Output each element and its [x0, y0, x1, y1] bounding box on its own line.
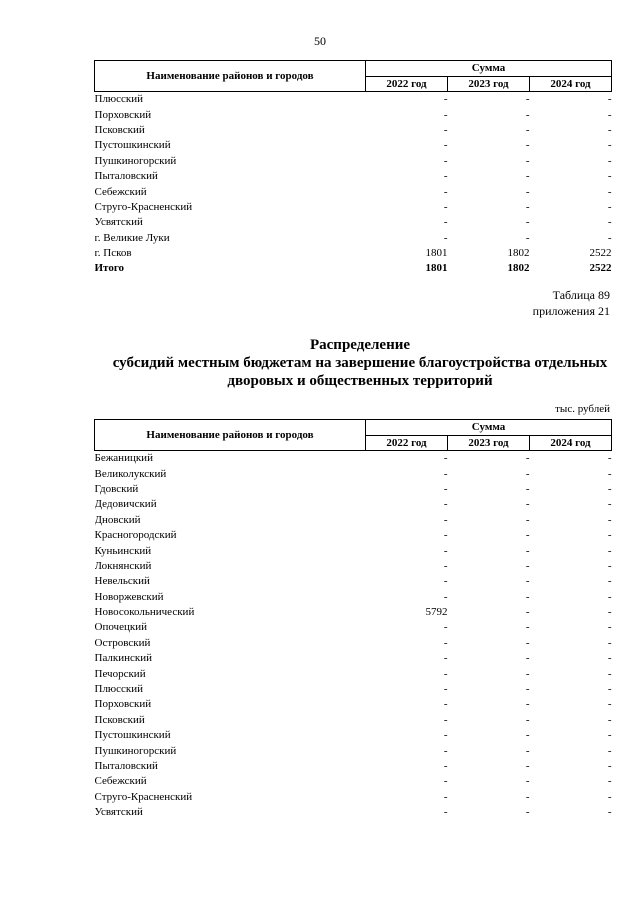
- table-lower: [94, 419, 612, 820]
- value-2024: -: [607, 185, 612, 198]
- column-header-name: Наименование районов и городов: [95, 420, 366, 451]
- row-name: Плюсский: [94, 93, 144, 106]
- row-name: Локнянский: [94, 559, 152, 572]
- total-value-2024: 2522: [589, 262, 612, 275]
- total-row: [95, 261, 612, 276]
- value-2023: -: [525, 482, 530, 495]
- value-2022: -: [443, 467, 448, 480]
- column-header-2023: 2023 год: [448, 76, 530, 92]
- row-name: Себежский: [94, 775, 147, 788]
- value-2023: -: [525, 170, 530, 183]
- page-number: 50: [314, 34, 326, 48]
- value-2022: -: [443, 529, 448, 542]
- row-name: Усвятский: [94, 216, 143, 229]
- value-2024: -: [607, 729, 612, 742]
- table-row: [95, 666, 612, 681]
- row-name: г. Псков: [94, 247, 132, 260]
- value-2024: -: [607, 216, 612, 229]
- table-row: [95, 482, 612, 497]
- value-2023: -: [525, 729, 530, 742]
- row-name: Порховский: [94, 108, 152, 121]
- table-row: [95, 200, 612, 215]
- value-2022: -: [443, 713, 448, 726]
- row-name: Невельский: [94, 575, 150, 588]
- value-2022: -: [443, 806, 448, 819]
- value-2024: -: [607, 544, 612, 557]
- value-2022: -: [443, 652, 448, 665]
- value-2024: -: [607, 498, 612, 511]
- row-name: Бежаницкий: [94, 452, 153, 465]
- value-2024: -: [607, 93, 612, 106]
- value-2022: -: [443, 683, 448, 696]
- row-name: Пустошкинский: [94, 139, 171, 152]
- appendix-label: приложения 21: [532, 304, 610, 318]
- table-row: [95, 774, 612, 789]
- table-row: [95, 790, 612, 805]
- value-2022: -: [443, 231, 448, 244]
- value-2022: -: [443, 559, 448, 572]
- value-2022: -: [443, 452, 448, 465]
- table-row: [95, 620, 612, 635]
- value-2022: -: [443, 790, 448, 803]
- row-name: Струго-Красненский: [94, 200, 193, 213]
- row-name: Плюсский: [94, 683, 144, 696]
- row-name: Псковский: [94, 123, 145, 136]
- value-2023: -: [525, 139, 530, 152]
- table-row: [95, 759, 612, 774]
- value-2022: -: [443, 590, 448, 603]
- value-2024: -: [607, 806, 612, 819]
- value-2022: -: [443, 482, 448, 495]
- value-2023: -: [525, 154, 530, 167]
- value-2024: -: [607, 621, 612, 634]
- column-header-2022: 2022 год: [366, 435, 448, 451]
- value-2024: -: [607, 698, 612, 711]
- column-header-2024: 2024 год: [530, 435, 612, 451]
- value-2022: -: [443, 513, 448, 526]
- value-2022: -: [443, 200, 448, 213]
- value-2023: -: [525, 185, 530, 198]
- value-2024: 2522: [589, 247, 612, 260]
- column-header-2022: 2022 год: [366, 76, 448, 92]
- value-2023: -: [525, 713, 530, 726]
- value-2022: 5792: [425, 606, 448, 619]
- table-row: [95, 231, 612, 246]
- value-2023: -: [525, 590, 530, 603]
- table-row: [95, 246, 612, 261]
- table-row: [95, 92, 612, 108]
- value-2023: -: [525, 200, 530, 213]
- value-2023: -: [525, 123, 530, 136]
- row-name: г. Великие Луки: [94, 231, 170, 244]
- table-row: [95, 138, 612, 153]
- table-row: [95, 574, 612, 589]
- value-2024: -: [607, 452, 612, 465]
- value-2022: -: [443, 575, 448, 588]
- value-2022: -: [443, 698, 448, 711]
- value-2024: -: [607, 200, 612, 213]
- value-2023: -: [525, 775, 530, 788]
- table-row: [95, 651, 612, 666]
- value-2024: -: [607, 713, 612, 726]
- row-name: Красногородский: [94, 529, 177, 542]
- row-name: Струго-Красненский: [94, 790, 193, 803]
- row-name: Пыталовский: [94, 170, 158, 183]
- value-2024: -: [607, 482, 612, 495]
- value-2023: -: [525, 636, 530, 649]
- value-2024: -: [607, 667, 612, 680]
- table-row: [95, 697, 612, 712]
- value-2023: -: [525, 667, 530, 680]
- row-name: Островский: [94, 636, 151, 649]
- value-2022: -: [443, 544, 448, 557]
- value-2023: -: [525, 744, 530, 757]
- table-row: [95, 497, 612, 512]
- table-row: [95, 605, 612, 620]
- value-2022: -: [443, 498, 448, 511]
- value-2024: -: [607, 606, 612, 619]
- table-row: [95, 154, 612, 169]
- value-2023: -: [525, 652, 530, 665]
- total-value-2023: 1802: [507, 262, 530, 275]
- value-2024: -: [607, 775, 612, 788]
- table-row: [95, 728, 612, 743]
- row-name: Псковский: [94, 713, 145, 726]
- value-2022: -: [443, 621, 448, 634]
- value-2024: -: [607, 123, 612, 136]
- table-lower-body: [95, 451, 612, 821]
- column-header-2024: 2024 год: [530, 76, 612, 92]
- table-row: [95, 590, 612, 605]
- value-2023: -: [525, 498, 530, 511]
- total-value-2022: 1801: [425, 262, 448, 275]
- value-2023: -: [525, 452, 530, 465]
- table-row: [95, 513, 612, 528]
- value-2023: -: [525, 683, 530, 696]
- column-header-sum: Сумма: [366, 420, 612, 436]
- value-2024: -: [607, 467, 612, 480]
- value-2022: -: [443, 170, 448, 183]
- row-name: Новосокольнический: [94, 606, 195, 619]
- table-row: [95, 107, 612, 122]
- value-2023: -: [525, 108, 530, 121]
- value-2023: -: [525, 575, 530, 588]
- value-2023: -: [525, 698, 530, 711]
- row-name: Гдовский: [94, 482, 139, 495]
- row-name: Дновский: [94, 513, 141, 526]
- value-2022: -: [443, 108, 448, 121]
- table-row: [95, 466, 612, 481]
- value-2024: -: [607, 760, 612, 772]
- table-row: [95, 169, 612, 184]
- row-name: Пушкиногорский: [94, 744, 177, 757]
- row-name: Пыталовский: [94, 760, 158, 772]
- value-2022: -: [443, 760, 448, 772]
- value-2024: -: [607, 790, 612, 803]
- value-2024: -: [607, 231, 612, 244]
- value-2022: -: [443, 636, 448, 649]
- table-row: [95, 123, 612, 138]
- table-row: [95, 636, 612, 651]
- value-2024: -: [607, 513, 612, 526]
- value-2024: -: [607, 636, 612, 649]
- value-2022: -: [443, 216, 448, 229]
- value-2024: -: [607, 652, 612, 665]
- units-label: тыс. рублей: [555, 403, 610, 415]
- table-row: [95, 528, 612, 543]
- value-2023: -: [525, 606, 530, 619]
- value-2022: -: [443, 185, 448, 198]
- title-line-2: субсидий местным бюджетам на завершение благоустройства отдельных: [112, 355, 608, 371]
- value-2023: -: [525, 790, 530, 803]
- table-row: [95, 713, 612, 728]
- row-name: Опочецкий: [94, 621, 147, 634]
- value-2022: -: [443, 744, 448, 757]
- value-2023: -: [525, 806, 530, 819]
- value-2024: -: [607, 154, 612, 167]
- value-2023: -: [525, 467, 530, 480]
- value-2022: -: [443, 93, 448, 106]
- row-name: Усвятский: [94, 806, 143, 819]
- value-2024: -: [607, 139, 612, 152]
- row-name: Дедовичский: [94, 498, 157, 511]
- value-2022: -: [443, 123, 448, 136]
- value-2023: -: [525, 93, 530, 106]
- value-2022: 1801: [425, 247, 448, 260]
- table-number-label: Таблица 89: [552, 288, 610, 302]
- value-2024: -: [607, 744, 612, 757]
- value-2024: -: [607, 575, 612, 588]
- table-row: [95, 805, 612, 820]
- value-2022: -: [443, 667, 448, 680]
- value-2024: -: [607, 683, 612, 696]
- value-2024: -: [607, 108, 612, 121]
- value-2022: -: [443, 139, 448, 152]
- row-name: Порховский: [94, 698, 152, 711]
- total-label: Итого: [94, 262, 125, 275]
- row-name: Великолукский: [94, 467, 167, 480]
- value-2024: -: [607, 170, 612, 183]
- value-2023: -: [525, 760, 530, 772]
- value-2023: -: [525, 231, 530, 244]
- table-row: [95, 743, 612, 758]
- table-row: [95, 215, 612, 230]
- table-row: [95, 682, 612, 697]
- value-2024: -: [607, 529, 612, 542]
- value-2023: -: [525, 513, 530, 526]
- column-header-2023: 2023 год: [448, 435, 530, 451]
- row-name: Палкинский: [94, 652, 153, 665]
- value-2023: -: [525, 544, 530, 557]
- row-name: Новоржевский: [94, 590, 164, 603]
- value-2022: -: [443, 775, 448, 788]
- row-name: Пустошкинский: [94, 729, 171, 742]
- value-2022: -: [443, 154, 448, 167]
- table-upper-body: [95, 92, 612, 277]
- value-2023: -: [525, 559, 530, 572]
- row-name: Печорский: [94, 667, 146, 680]
- value-2023: -: [525, 529, 530, 542]
- value-2023: 1802: [507, 247, 530, 260]
- table-row: [95, 184, 612, 199]
- table-row: [95, 543, 612, 558]
- column-header-sum: Сумма: [366, 61, 612, 77]
- table-row: [95, 559, 612, 574]
- value-2024: -: [607, 559, 612, 572]
- value-2023: -: [525, 621, 530, 634]
- value-2023: -: [525, 216, 530, 229]
- row-name: Себежский: [94, 185, 147, 198]
- table-row: [95, 451, 612, 467]
- title-line-1: Распределение: [309, 337, 411, 353]
- value-2024: -: [607, 590, 612, 603]
- row-name: Пушкиногорский: [94, 154, 177, 167]
- row-name: Куньинский: [94, 544, 152, 557]
- title-line-3: дворовых и общественных территорий: [227, 373, 493, 389]
- table-upper: [94, 60, 612, 277]
- column-header-name: Наименование районов и городов: [95, 61, 366, 92]
- value-2022: -: [443, 729, 448, 742]
